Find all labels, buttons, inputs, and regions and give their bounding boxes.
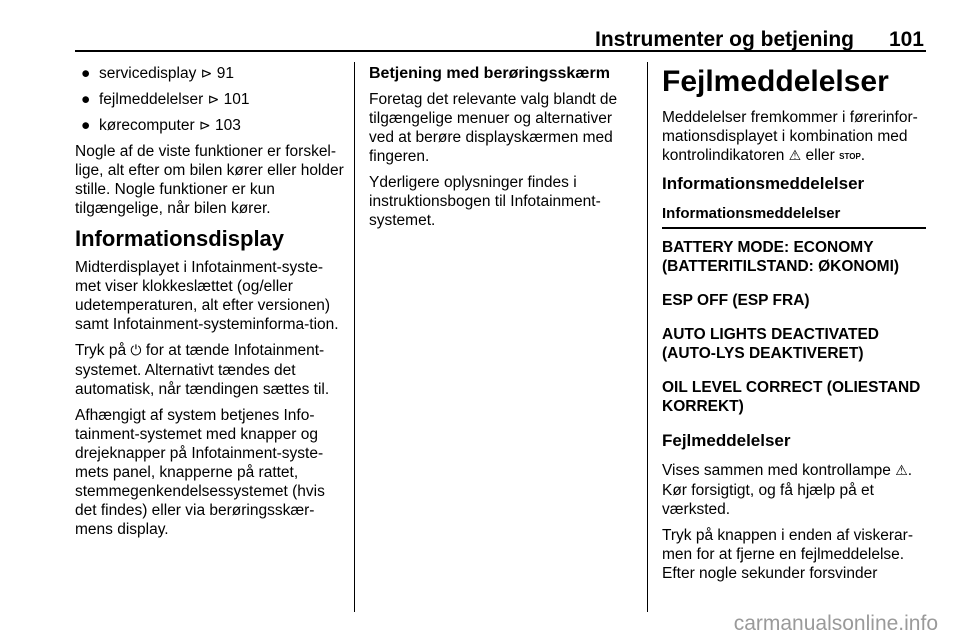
stop-icon: STOP [839, 152, 861, 161]
list-item: ESP OFF (ESP FRA) [662, 292, 810, 309]
section-heading: Informationsdisplay [75, 226, 285, 251]
bullet-icon: ● [81, 117, 91, 134]
wrench-warning-icon: ⚠ [788, 148, 802, 164]
page-ref-icon: ⊳ [200, 66, 213, 82]
list-item: AUTO LIGHTS DEACTIVATED (AUTO-LYS DEAKTIVERET) [662, 326, 879, 362]
column-left [75, 64, 345, 546]
subsection-heading: Fejlmeddelelser [662, 431, 791, 450]
page-ref-link[interactable]: 101 [223, 91, 250, 108]
paragraph: Meddelelser fremkommer i førerinfor-mationsdisplayet i kombination med kontrolindikatoren ⚠ eller STOP. [662, 109, 918, 164]
list-item: OIL LEVEL CORRECT (OLIESTAND KORREKT) [662, 379, 921, 415]
page-ref-link[interactable]: 91 [216, 65, 234, 82]
paragraph: Yderligere oplysninger findes i instruktionsbogen til Infotainment-systemet. [369, 174, 601, 229]
message-list [662, 229, 926, 416]
list-item: ● fejlmeddelelser ⊳ 101 [81, 91, 250, 108]
page-ref-link[interactable]: 103 [214, 117, 241, 134]
page-number: 101 [888, 28, 924, 51]
chapter-heading: Fejlmeddelelser [662, 65, 889, 98]
bullet-list [75, 64, 345, 136]
watermark: carmanualsonline.info [733, 612, 938, 635]
column-right [662, 64, 926, 590]
subsection-heading: Informationsmeddelelser [662, 174, 865, 193]
page-ref-icon: ⊳ [198, 118, 211, 134]
power-icon: ⏻ [130, 343, 142, 359]
paragraph: Nogle af de viste funktioner er forskel-lige, alt efter om bilen kører eller holder stille. Nogle funktioner er kun tilgængelige, når bilen kører. [75, 143, 344, 217]
bullet-icon: ● [81, 65, 91, 82]
wrench-warning-icon: ⚠ [895, 463, 908, 479]
column-divider [647, 62, 648, 612]
page-header-title: Instrumenter og betjening [594, 28, 854, 51]
page-ref-icon: ⊳ [207, 92, 220, 108]
bullet-icon: ● [81, 91, 91, 108]
list-item: BATTERY MODE: ECONOMY (BATTERITILSTAND: ØKONOMI) [662, 239, 900, 275]
subsection-heading: Betjening med berøringsskærm [369, 65, 610, 82]
paragraph: Tryk på knappen i enden af viskerar-men for at fjerne en fejlmeddelelse. Efter nogle sekunder forsvinder [662, 527, 913, 582]
paragraph: Foretag det relevante valg blandt de tilgængelige menuer og alternativer ved at berøre displayskærmen med fingeren. [369, 91, 618, 165]
list-item: ● kørecomputer ⊳ 103 [81, 117, 241, 134]
list-item: ● servicedisplay ⊳ 91 [81, 65, 234, 82]
paragraph: Tryk på ⏻ for at tænde Infotainment-systemet. Alternativt tændes det automatisk, når tændingen sættes til. [75, 342, 330, 398]
paragraph: Afhængigt af system betjenes Info-tainment-systemet med knapper og drejeknapper på Infotainment-syste-mets panel, knapperne på rattet, stemmegenkendelsessystemet (hvis det findes) eller via berøringsskær-mens display. [75, 407, 325, 538]
paragraph: Vises sammen med kontrollampe ⚠. Kør forsigtigt, og få hjælp på et værksted. [662, 462, 913, 518]
page-header [75, 0, 926, 52]
paragraph: Midterdisplayet i Infotainment-syste-met viser klokkeslættet (og/eller udetemperaturen, alt efter versionen) samt Infotainment-systeminforma-tion. [75, 259, 339, 333]
table-heading: Informationsmeddelelser [662, 204, 926, 229]
column-divider [354, 62, 355, 612]
column-middle [369, 64, 634, 237]
